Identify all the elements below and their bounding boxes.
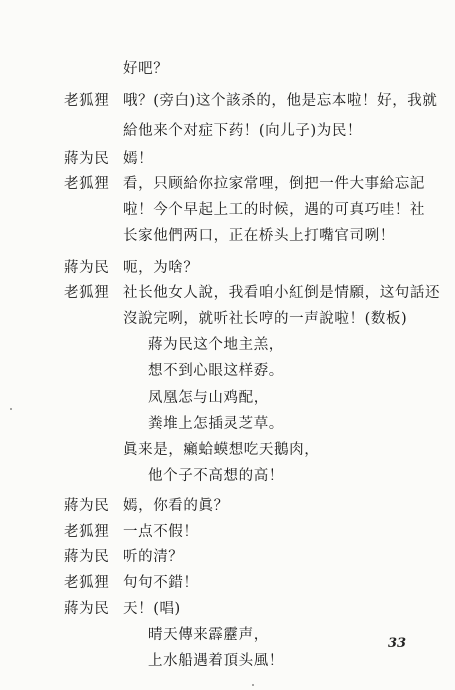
dialogue-line: 社长他女人說，我看咱小紅倒是情願，这句話还 — [123, 285, 441, 301]
speaker-name: 老狐狸 — [64, 524, 110, 540]
dialogue-line: 听的清？ — [123, 549, 184, 565]
dialogue-line: 沒說完咧，就听社长哼的一声說啦！(数板) — [123, 311, 408, 327]
speaker-name: 蔣为民 — [64, 260, 110, 276]
dialogue-line: 哦？(旁白)这个該杀的，他是忘本啦！好，我就 — [123, 93, 438, 109]
verse-line: 凤凰怎与山鸡配， — [148, 390, 269, 406]
verse-line: 粪堆上怎插灵芝草。 — [148, 416, 284, 432]
dialogue-line: 嫣，你看的眞？ — [123, 498, 229, 514]
speaker-name: 蔣为民 — [64, 498, 110, 514]
dialogue-line: 长家他們两口，正在桥头上打嘴官司咧！ — [123, 228, 395, 244]
verse-line: 想不到心眼这样孬。 — [148, 363, 284, 379]
speaker-name: 老狐狸 — [64, 575, 110, 591]
dialogue-line: 好吧？ — [123, 61, 169, 77]
dialogue-line: 呃，为啥？ — [123, 260, 199, 276]
dialogue-line: 一点不假！ — [123, 524, 199, 540]
dialogue-line: 句句不錯！ — [123, 575, 199, 591]
speaker-name: 老狐狸 — [64, 93, 110, 109]
dialogue-line: 看，只顾給你拉家常哩，倒把一件大事給忘記 — [123, 176, 425, 192]
scan-speck — [10, 408, 12, 410]
speaker-name: 老狐狸 — [64, 176, 110, 192]
dialogue-line: 給他来个对症下药！(向儿子)为民！ — [123, 123, 363, 139]
speaker-name: 蔣为民 — [64, 601, 110, 617]
verse-line: 蔣为民这个地主羔， — [148, 337, 284, 353]
page-number: 33 — [388, 636, 407, 651]
dialogue-line: 嫣！ — [123, 151, 154, 167]
dialogue-line: 啦！今个早起上工的时候，遇的可真巧哇！社 — [123, 202, 425, 218]
verse-line: 他个子不高想的高！ — [148, 468, 284, 484]
verse-line: 晴天傳来霹靂声， — [148, 627, 269, 643]
speaker-name: 蔣为民 — [64, 549, 110, 565]
verse-line: 上水船遇着頂头風！ — [148, 653, 284, 669]
verse-line: 眞来是，癩蛤蟆想吃天鵝肉， — [123, 442, 320, 458]
scan-speck — [252, 684, 254, 686]
speaker-name: 蔣为民 — [64, 151, 110, 167]
speaker-name: 老狐狸 — [64, 285, 110, 301]
dialogue-line: 天！(唱) — [123, 601, 181, 617]
